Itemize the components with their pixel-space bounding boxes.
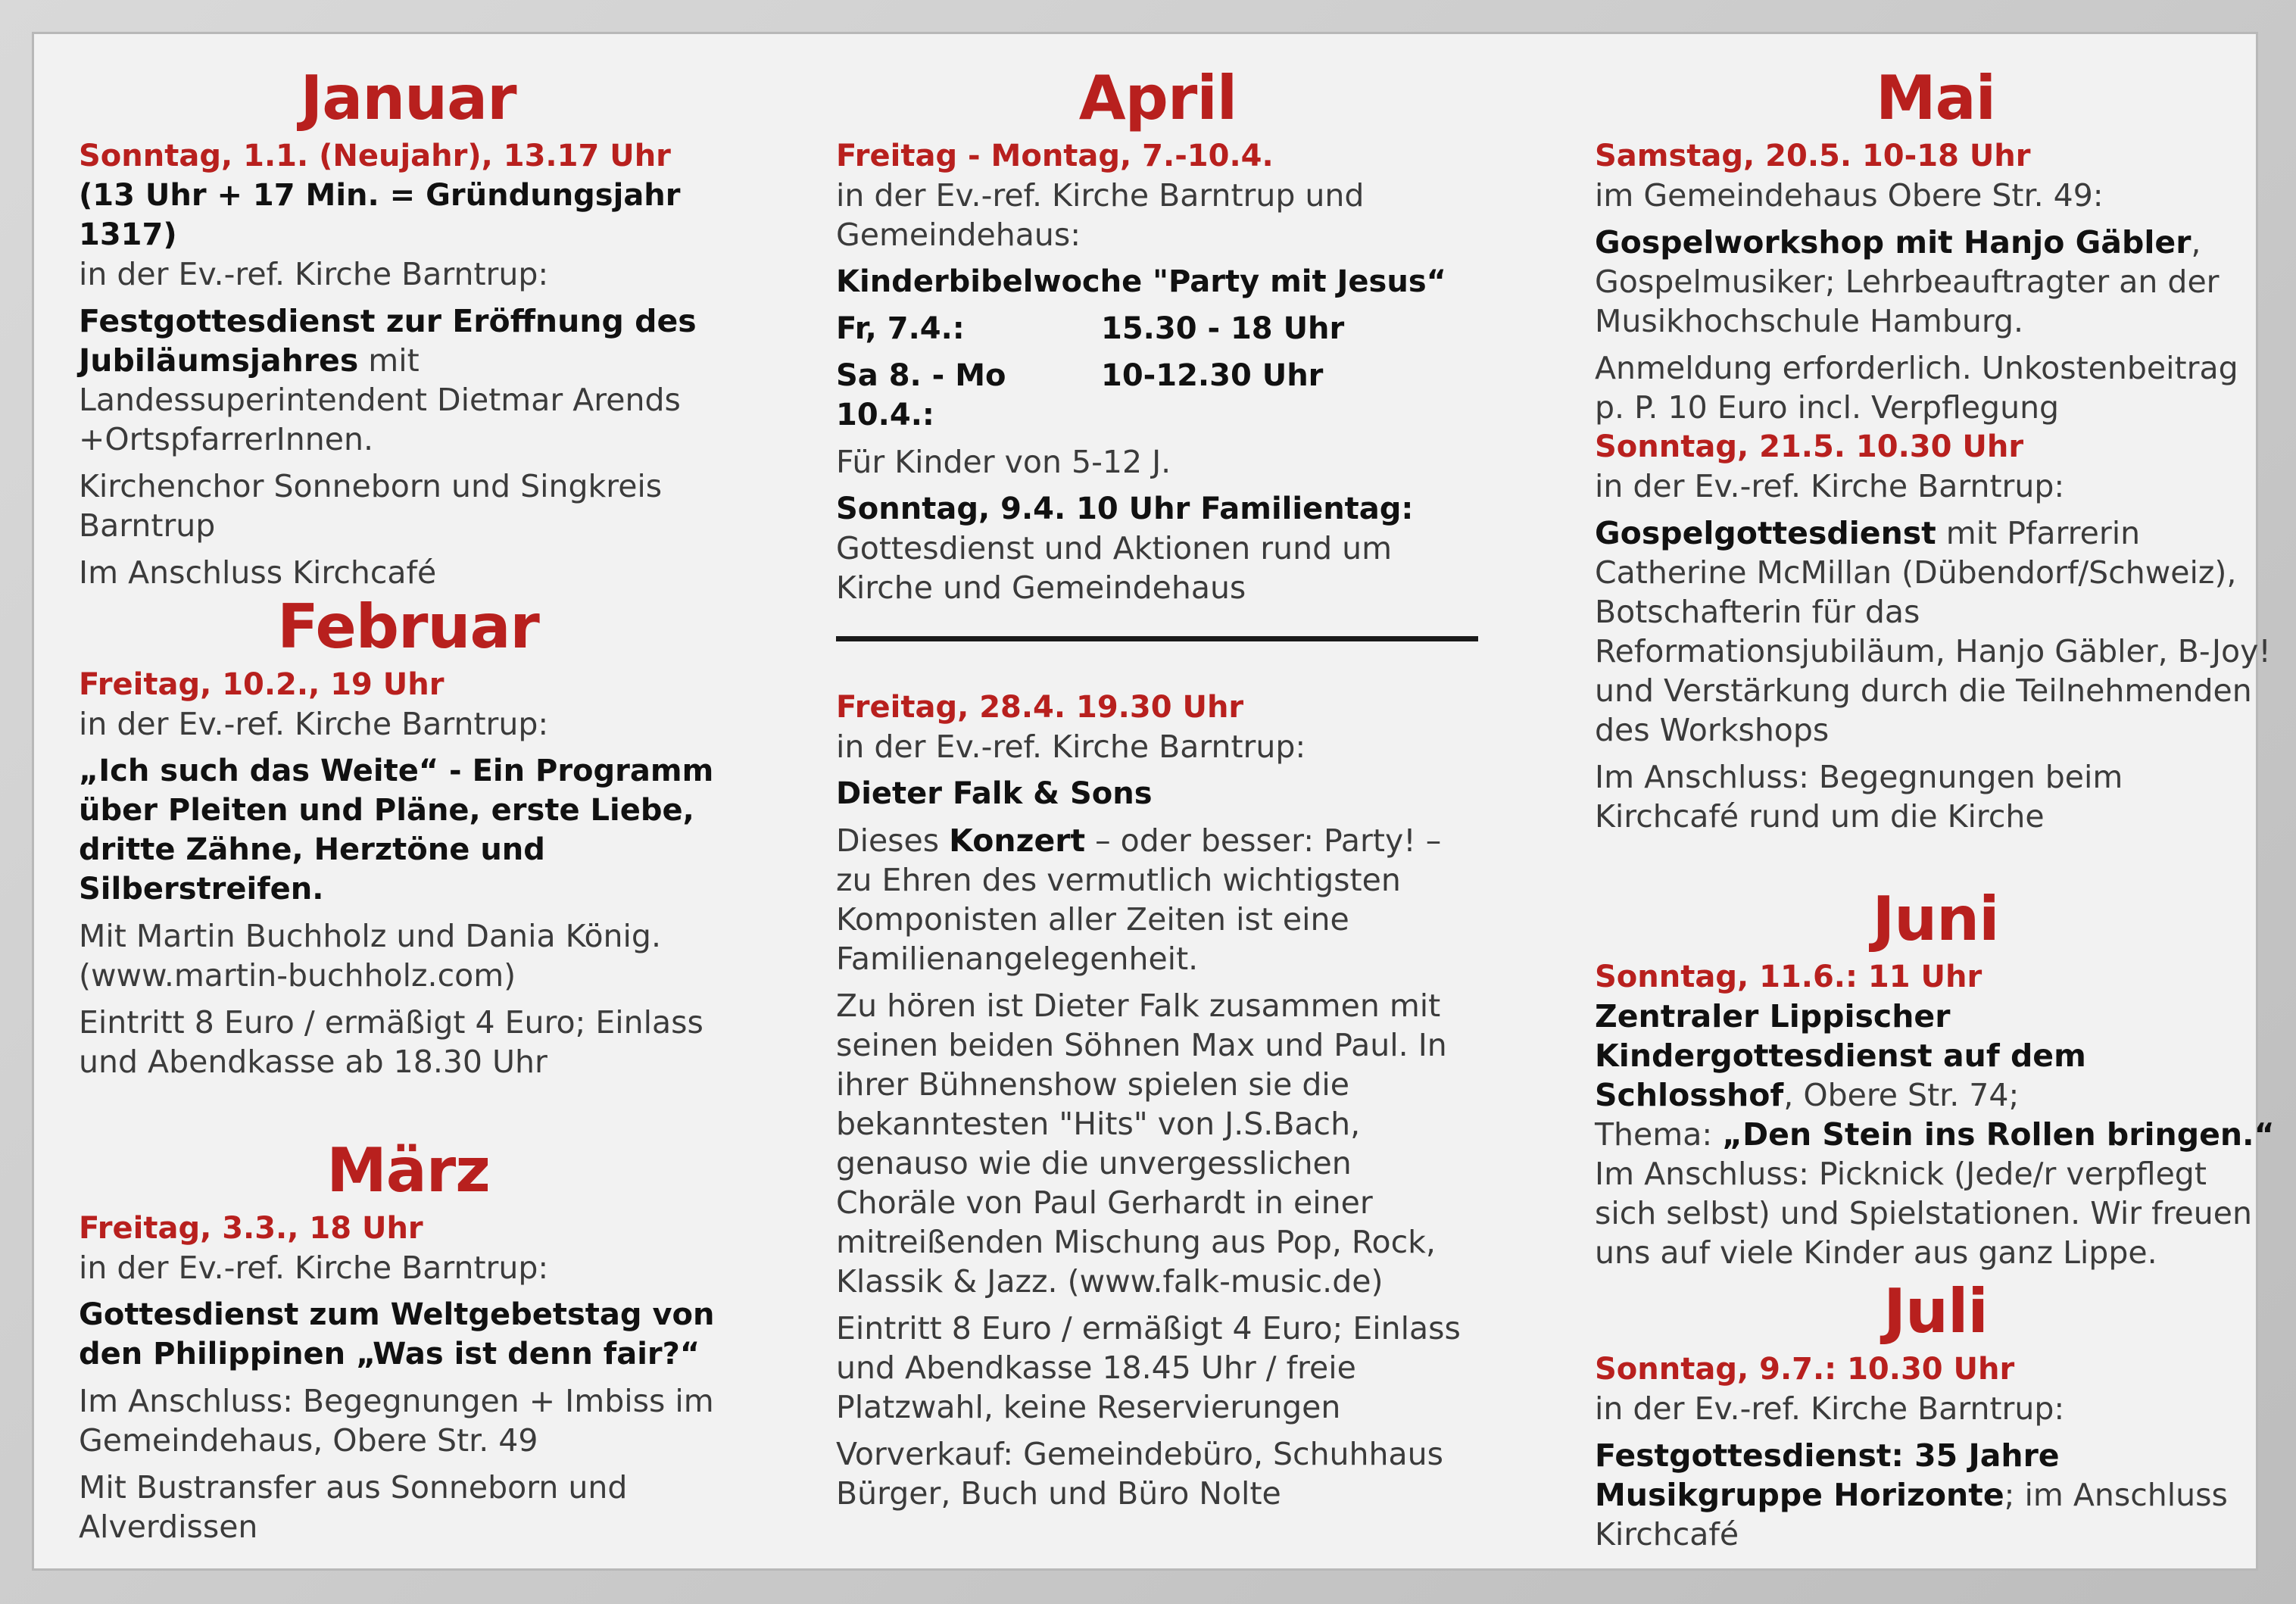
event-audience: Für Kinder von 5-12 J.	[836, 444, 1171, 480]
section-april-concert	[836, 688, 1480, 1513]
month-title-mai: Mai	[1875, 63, 1995, 133]
event-title: Gospelgottesdienst	[1595, 515, 1936, 551]
concert-keyword: Konzert	[949, 822, 1086, 859]
event-title: „Ich such das Weite“ - Ein Programm über Pleiten und Pläne, erste Liebe, dritte Zähne, Herztöne und Silberstreifen.	[79, 754, 714, 907]
section-april	[836, 61, 1480, 607]
event-date: Sonntag, 11.6.: 11 Uhr	[1595, 960, 1982, 994]
schedule-row	[836, 356, 1480, 435]
month-title-april: April	[1078, 63, 1237, 133]
schedule-row	[836, 309, 1480, 348]
event-place: im Gemeindehaus Obere Str. 49:	[1595, 177, 2104, 214]
event-after: Im Anschluss Kirchcafé	[79, 554, 437, 591]
event-detail: mit Landessuperintendent Dietmar Arends +OrtspfarrerInnen.	[79, 342, 681, 457]
schedule-time: 10-12.30 Uhr	[1101, 358, 1324, 393]
schedule-day: Fr, 7.4.:	[836, 311, 965, 346]
date-note: (13 Uhr + 17 Min. = Gründungsjahr 1317)	[79, 178, 681, 252]
event-place: in der Ev.-ref. Kirche Barntrup:	[79, 256, 549, 292]
event-place: in der Ev.-ref. Kirche Barntrup:	[79, 706, 549, 742]
concert-intro-post: – oder besser: Party! – zu Ehren des vermutlich wichtigsten Komponisten aller Zeiten ist eine Familienangelegenheit.	[836, 822, 1442, 977]
event-date: Sonntag, 21.5. 10.30 Uhr	[1595, 429, 2024, 464]
section-mai	[1595, 61, 2276, 836]
family-day-title: Sonntag, 9.4. 10 Uhr Familientag:	[836, 491, 1414, 526]
event-date: Samstag, 20.5. 10-18 Uhr	[1595, 139, 2031, 173]
event-title: Festgottesdienst: 35 Jahre Musikgruppe Horizonte	[1595, 1437, 2060, 1513]
theme-label: Thema:	[1595, 1116, 1723, 1153]
event-description	[1595, 997, 2276, 1115]
event-detail: , Gospelmusiker; Lehrbeauftragter an der Musikhochschule Hamburg.	[1595, 224, 2220, 339]
concert-description: Zu hören ist Dieter Falk zusammen mit seinen beiden Söhnen Max und Paul. In ihrer Bühnenshow spielen sie die bekanntesten "Hits" von J.S.Bach, genauso wie die unvergesslichen Choräle von Paul Gerhardt in einer mitreißenden Mischung aus Pop, Rock, Klassik & Jazz. (www.falk-music.de)	[836, 988, 1447, 1300]
month-title-januar: Januar	[300, 63, 516, 133]
event-description	[1595, 1436, 2276, 1554]
event-presale: Vorverkauf: Gemeindebüro, Schuhhaus Bürger, Buch und Büro Nolte	[836, 1436, 1443, 1512]
event-date: Freitag - Montag, 7.-10.4.	[836, 139, 1274, 173]
event-description	[1595, 513, 2276, 750]
event-after: Im Anschluss: Picknick (Jede/r verpflegt sich selbst) und Spielstationen. Wir freuen uns auf viele Kinder aus ganz Lippe.	[1595, 1156, 2252, 1271]
month-title-juli: Juli	[1883, 1276, 1988, 1347]
event-bus: Mit Bustransfer aus Sonneborn und Alverdissen	[79, 1469, 628, 1545]
event-title: Kinderbibelwoche "Party mit Jesus“	[836, 264, 1446, 299]
event-title: Gottesdienst zum Weltgebetstag von den Philippinen „Was ist denn fair?“	[79, 1297, 715, 1372]
event-description	[79, 301, 738, 459]
event-title: Zentraler Lippischer Kindergottesdienst auf dem Schlosshof	[1595, 998, 2086, 1113]
event-after: Im Anschluss: Begegnungen beim Kirchcafé rund um die Kirche	[1595, 759, 2123, 835]
event-title: Dieter Falk & Sons	[836, 776, 1153, 811]
event-performers: Mit Martin Buchholz und Dania König. (www.martin-buchholz.com)	[79, 918, 661, 994]
event-place: in der Ev.-ref. Kirche Barntrup:	[1595, 468, 2065, 504]
program-sheet	[32, 32, 2275, 1571]
event-date: Sonntag, 9.7.: 10.30 Uhr	[1595, 1352, 2015, 1387]
event-detail: ; im Anschluss Kirchcafé	[1595, 1477, 2228, 1553]
section-maerz	[79, 1133, 738, 1546]
theme-title: „Den Stein ins Rollen bringen.“	[1722, 1116, 2275, 1153]
event-title: Festgottesdienst zur Eröffnung des Jubiläumsjahres	[79, 303, 697, 379]
month-title-maerz: März	[326, 1135, 490, 1206]
event-place: in der Ev.-ref. Kirche Barntrup:	[79, 1250, 549, 1286]
event-entry: Eintritt 8 Euro / ermäßigt 4 Euro; Einlass und Abendkasse 18.45 Uhr / freie Platzwahl, keine Reservierungen	[836, 1310, 1461, 1425]
registration-note: Anmeldung erforderlich. Unkostenbeitrag p. P. 10 Euro incl. Verpflegung	[1595, 350, 2238, 426]
schedule-time: 15.30 - 18 Uhr	[1101, 311, 1345, 346]
section-juli	[1595, 1274, 2276, 1554]
concert-intro	[836, 821, 1480, 978]
month-title-juni: Juni	[1872, 884, 1999, 954]
event-place: in der Ev.-ref. Kirche Barntrup:	[1595, 1390, 2065, 1427]
month-title-februar: Februar	[277, 591, 539, 662]
event-description	[1595, 223, 2276, 341]
event-date: Freitag, 10.2., 19 Uhr	[79, 667, 445, 702]
event-place: in der Ev.-ref. Kirche Barntrup:	[836, 729, 1306, 765]
event-date: Sonntag, 1.1. (Neujahr), 13.17 Uhr	[79, 139, 671, 173]
section-februar	[79, 589, 738, 1081]
event-date: Freitag, 28.4. 19.30 Uhr	[836, 690, 1244, 725]
section-januar	[79, 61, 738, 592]
event-music: Kirchenchor Sonneborn und Singkreis Barntrup	[79, 468, 663, 544]
event-theme	[1595, 1115, 2276, 1154]
event-detail: mit Pfarrerin Catherine McMillan (Dübendorf/Schweiz), Botschafterin für das Reformationsjubiläum, Hanjo Gäbler, B-Joy! und Verstärkung durch die Teilnehmenden des Workshops	[1595, 515, 2271, 748]
section-juni	[1595, 882, 2276, 1272]
section-divider	[836, 636, 1478, 641]
event-title: Gospelworkshop mit Hanjo Gäbler	[1595, 224, 2191, 261]
event-detail: , Obere Str. 74;	[1783, 1077, 2020, 1113]
event-place: in der Ev.-ref. Kirche Barntrup und Gemeindehaus:	[836, 177, 1365, 253]
schedule-day: Sa 8. - Mo 10.4.:	[836, 358, 1006, 432]
event-date: Freitag, 3.3., 18 Uhr	[79, 1211, 423, 1246]
family-day-text: Gottesdienst und Aktionen rund um Kirche und Gemeindehaus	[836, 530, 1393, 606]
event-entry: Eintritt 8 Euro / ermäßigt 4 Euro; Einlass und Abendkasse ab 18.30 Uhr	[79, 1004, 703, 1080]
event-after: Im Anschluss: Begegnungen + Imbiss im Gemeindehaus, Obere Str. 49	[79, 1383, 714, 1459]
concert-intro-pre: Dieses	[836, 822, 950, 859]
